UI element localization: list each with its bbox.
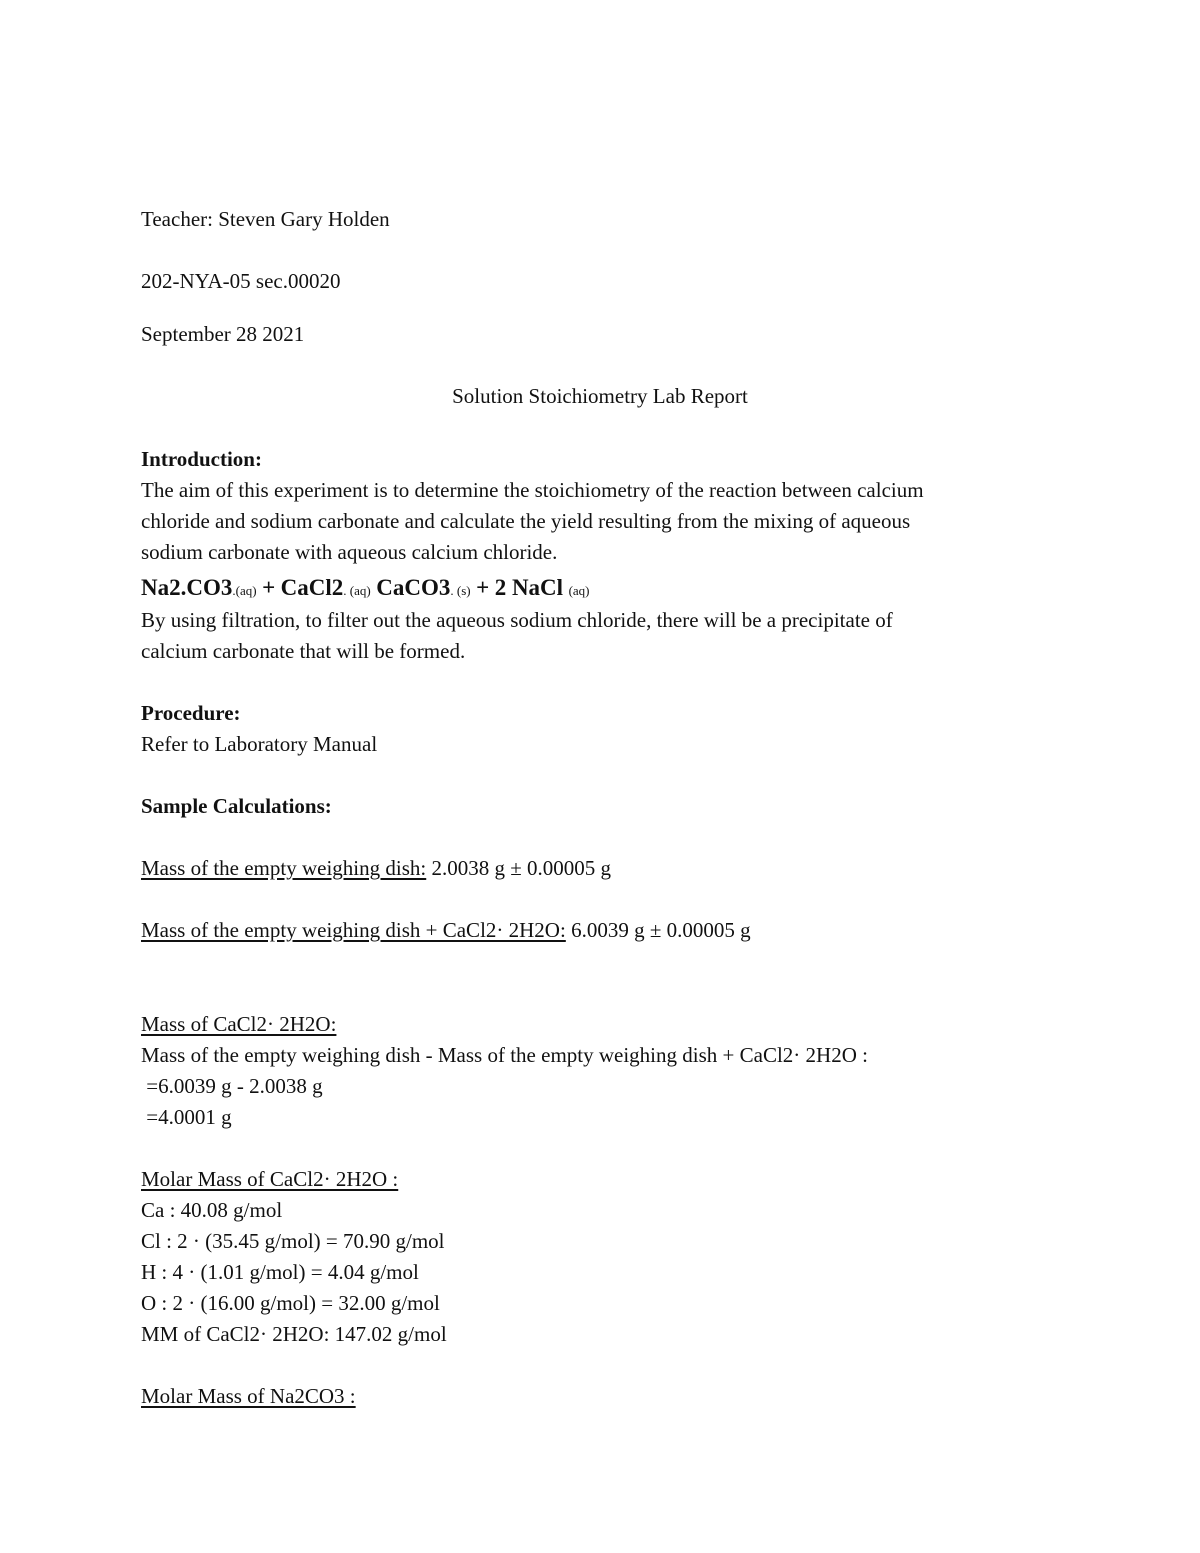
mass-cacl2-line-1: Mass of the empty weighing dish - Mass of the empty weighing dish + CaCl2· 2H2O : [141, 1043, 868, 1067]
intro-after-line-1: By using filtration, to filter out the aqueous sodium chloride, there will be a precipitate of [141, 608, 893, 632]
product-caco3: CaCO3 [376, 575, 451, 600]
state-label: (aq) [568, 583, 590, 598]
teacher-line: Teacher: Steven Gary Holden [141, 207, 390, 231]
mass-cacl2-label: Mass of CaCl2· 2H2O: [141, 1012, 337, 1036]
molar-cacl2-line-5: MM of CaCl2· 2H2O: 147.02 g/mol [141, 1322, 447, 1346]
mass-cacl2-line-2: =6.0039 g - 2.0038 g [141, 1074, 323, 1098]
introduction-heading: Introduction: [141, 447, 262, 471]
state-label: . (aq) [343, 583, 371, 598]
dish-plus-line [141, 920, 751, 941]
molar-cacl2-line-2: Cl : 2 · (35.45 g/mol) = 70.90 g/mol [141, 1229, 445, 1253]
dish-plus-label: Mass of the empty weighing dish + CaCl2· 2H2O: [141, 918, 566, 942]
molar-cacl2-label: Molar Mass of CaCl2· 2H2O : [141, 1167, 399, 1191]
course-line: 202-NYA-05 sec.00020 [141, 269, 341, 293]
date-line: September 28 2021 [141, 322, 305, 346]
mass-cacl2-line-3: =4.0001 g [141, 1105, 232, 1129]
reaction-equation [141, 576, 590, 599]
reactant-cacl2: CaCl2 [280, 575, 344, 600]
intro-line-1: The aim of this experiment is to determine the stoichiometry of the reaction between calcium [141, 478, 924, 502]
procedure-text: Refer to Laboratory Manual [141, 732, 378, 756]
intro-after-line-2: calcium carbonate that will be formed. [141, 639, 466, 663]
plus-sign: + [476, 575, 490, 600]
sample-calculations-heading: Sample Calculations: [141, 794, 332, 818]
plus-sign: + [262, 575, 276, 600]
report-title: Solution Stoichiometry Lab Report [452, 384, 748, 408]
product-nacl: 2 NaCl [494, 575, 564, 600]
dish-plus-value: 6.0039 g ± 0.00005 g [565, 918, 751, 942]
intro-line-3: sodium carbonate with aqueous calcium chloride. [141, 540, 558, 564]
intro-line-2: chloride and sodium carbonate and calculate the yield resulting from the mixing of aqueous [141, 509, 911, 533]
reactant-na2co3: Na2.CO3 [141, 575, 233, 600]
procedure-heading: Procedure: [141, 701, 241, 725]
molar-cacl2-line-3: H : 4 · (1.01 g/mol) = 4.04 g/mol [141, 1260, 419, 1284]
state-label: . (s) [450, 583, 471, 598]
molar-cacl2-line-1: Ca : 40.08 g/mol [141, 1198, 283, 1222]
empty-dish-line [141, 858, 611, 879]
molar-na2co3-label: Molar Mass of Na2CO3 : [141, 1384, 356, 1408]
empty-dish-label: Mass of the empty weighing dish: [141, 856, 427, 880]
molar-cacl2-line-4: O : 2 · (16.00 g/mol) = 32.00 g/mol [141, 1291, 440, 1315]
empty-dish-value: 2.0038 g ± 0.00005 g [426, 856, 612, 880]
state-label: .(aq) [232, 583, 257, 598]
